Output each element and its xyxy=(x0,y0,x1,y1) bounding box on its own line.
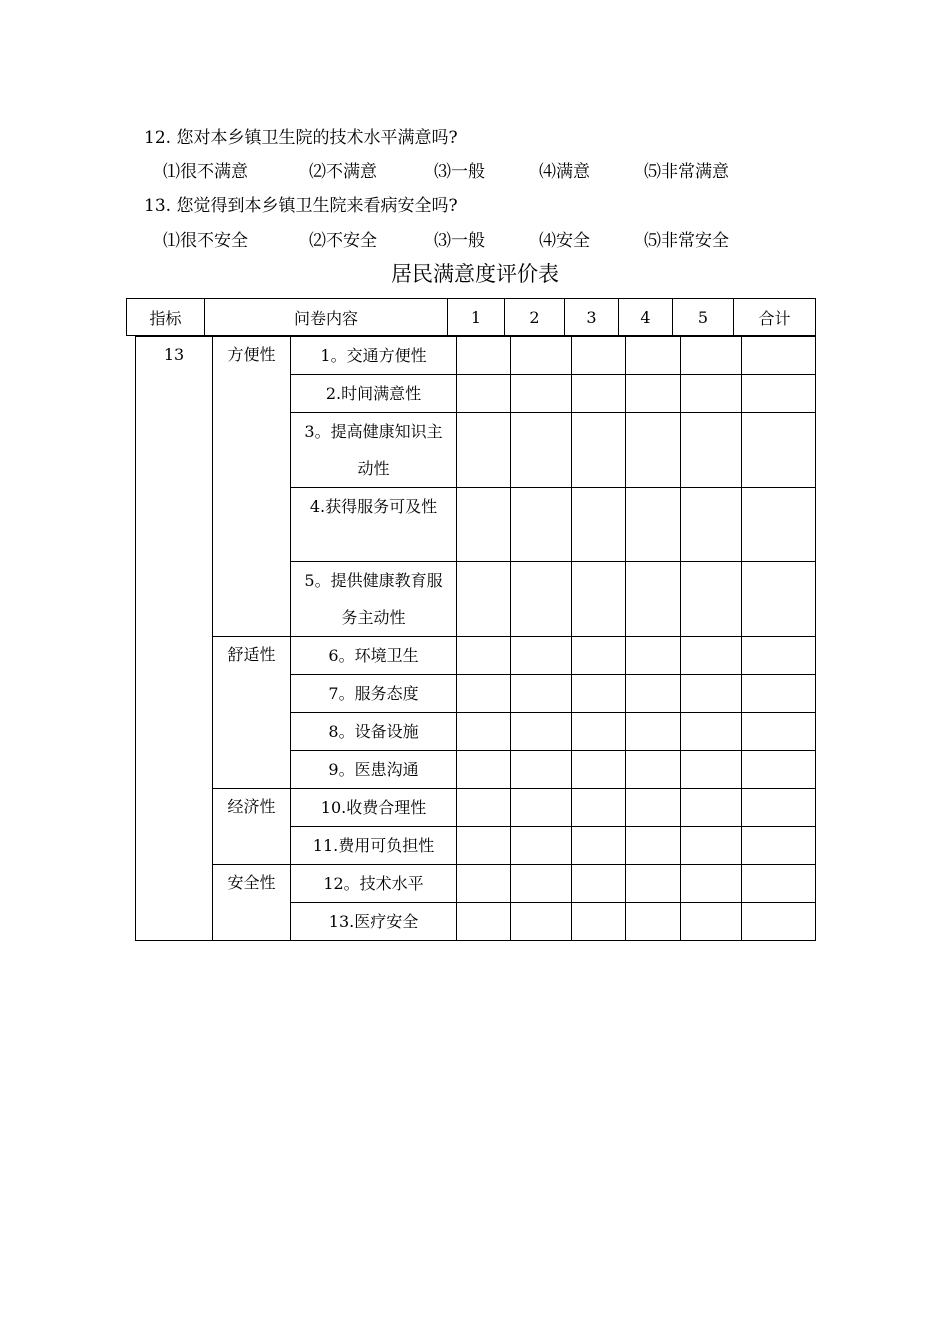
item-label: 5。提供健康教育服务主动性 xyxy=(304,571,443,627)
score-cell[interactable] xyxy=(572,637,626,675)
score-cell[interactable] xyxy=(511,827,572,865)
header-indicator: 指标 xyxy=(127,299,205,336)
score-cell[interactable] xyxy=(511,488,572,562)
score-cell[interactable] xyxy=(626,827,681,865)
item-cell xyxy=(291,713,457,751)
score-cell[interactable] xyxy=(626,675,681,713)
total-cell[interactable] xyxy=(742,865,816,903)
item-cell xyxy=(291,675,457,713)
header-score-4: 4 xyxy=(619,299,673,336)
item-label: 1。交通方便性 xyxy=(320,346,427,365)
q12-option-3: ⑶一般 xyxy=(434,162,485,182)
score-cell[interactable] xyxy=(626,488,681,562)
score-cell[interactable] xyxy=(572,789,626,827)
score-cell[interactable] xyxy=(511,903,572,941)
item-cell xyxy=(291,865,457,903)
item-label: 8。设备设施 xyxy=(328,722,419,741)
score-cell[interactable] xyxy=(511,865,572,903)
item-label: 10.收费合理性 xyxy=(320,798,427,817)
q13-option-2: ⑵不安全 xyxy=(309,231,377,251)
score-cell[interactable] xyxy=(457,903,511,941)
header-total: 合计 xyxy=(734,299,816,336)
score-cell[interactable] xyxy=(572,337,626,375)
item-cell xyxy=(291,337,457,375)
table-title: 居民满意度评价表 xyxy=(391,262,559,286)
score-cell[interactable] xyxy=(457,865,511,903)
category-cell: 方便性 xyxy=(213,337,291,637)
score-cell[interactable] xyxy=(681,675,742,713)
item-label: 4.获得服务可及性 xyxy=(309,497,438,516)
score-cell[interactable] xyxy=(457,337,511,375)
total-cell[interactable] xyxy=(742,751,816,789)
total-cell[interactable] xyxy=(742,903,816,941)
score-cell[interactable] xyxy=(626,637,681,675)
score-cell[interactable] xyxy=(457,413,511,488)
header-table xyxy=(126,298,816,336)
score-cell[interactable] xyxy=(511,675,572,713)
table-row xyxy=(136,337,816,375)
item-cell xyxy=(291,903,457,941)
score-cell[interactable] xyxy=(626,751,681,789)
score-cell[interactable] xyxy=(572,827,626,865)
header-score-1: 1 xyxy=(448,299,505,336)
score-cell[interactable] xyxy=(681,637,742,675)
score-cell[interactable] xyxy=(511,337,572,375)
score-cell[interactable] xyxy=(511,751,572,789)
score-cell[interactable] xyxy=(626,903,681,941)
score-cell[interactable] xyxy=(681,375,742,413)
score-cell[interactable] xyxy=(457,789,511,827)
q13-option-3: ⑶一般 xyxy=(434,231,485,251)
score-cell[interactable] xyxy=(511,375,572,413)
score-cell[interactable] xyxy=(681,751,742,789)
score-cell[interactable] xyxy=(572,488,626,562)
score-cell[interactable] xyxy=(681,713,742,751)
score-cell[interactable] xyxy=(626,562,681,637)
table-row xyxy=(136,789,816,827)
score-cell[interactable] xyxy=(681,413,742,488)
score-cell[interactable] xyxy=(511,637,572,675)
item-cell xyxy=(291,375,457,413)
score-cell[interactable] xyxy=(511,413,572,488)
score-cell[interactable] xyxy=(681,337,742,375)
item-cell xyxy=(291,562,457,637)
score-cell[interactable] xyxy=(457,713,511,751)
header-score-2: 2 xyxy=(505,299,565,336)
header-score-5: 5 xyxy=(673,299,734,336)
item-label: 13.医疗安全 xyxy=(328,912,419,931)
score-cell[interactable] xyxy=(626,713,681,751)
score-cell[interactable] xyxy=(626,789,681,827)
score-cell[interactable] xyxy=(681,789,742,827)
question-12: 12. 您对本乡镇卫生院的技术水平满意吗? xyxy=(144,128,458,148)
score-cell[interactable] xyxy=(626,413,681,488)
total-cell[interactable] xyxy=(742,713,816,751)
item-label: 2.时间满意性 xyxy=(325,384,422,403)
score-cell[interactable] xyxy=(457,751,511,789)
header-content: 问卷内容 xyxy=(205,299,448,336)
score-cell[interactable] xyxy=(681,903,742,941)
score-cell[interactable] xyxy=(572,375,626,413)
item-cell xyxy=(291,827,457,865)
q13-option-1: ⑴很不安全 xyxy=(163,231,248,251)
score-cell[interactable] xyxy=(572,865,626,903)
score-cell[interactable] xyxy=(457,562,511,637)
score-cell[interactable] xyxy=(457,375,511,413)
table-row xyxy=(136,865,816,903)
q12-option-5: ⑸非常满意 xyxy=(644,162,729,182)
question-13: 13. 您觉得到本乡镇卫生院来看病安全吗? xyxy=(144,196,458,216)
total-cell[interactable] xyxy=(742,413,816,488)
score-cell[interactable] xyxy=(572,713,626,751)
category-cell: 经济性 xyxy=(213,789,291,865)
q12-option-1: ⑴很不满意 xyxy=(163,162,248,182)
total-cell[interactable] xyxy=(742,789,816,827)
item-label: 11.费用可负担性 xyxy=(312,836,435,855)
q12-option-4: ⑷满意 xyxy=(539,162,590,182)
item-label: 9。医患沟通 xyxy=(328,760,419,779)
score-cell[interactable] xyxy=(511,562,572,637)
header-score-3: 3 xyxy=(565,299,619,336)
q12-option-2: ⑵不满意 xyxy=(309,162,377,182)
category-cell: 安全性 xyxy=(213,865,291,941)
score-cell[interactable] xyxy=(626,337,681,375)
score-cell[interactable] xyxy=(681,865,742,903)
score-cell[interactable] xyxy=(572,562,626,637)
total-cell[interactable] xyxy=(742,375,816,413)
total-cell[interactable] xyxy=(742,562,816,637)
item-cell xyxy=(291,751,457,789)
score-cell[interactable] xyxy=(681,488,742,562)
score-cell[interactable] xyxy=(681,827,742,865)
score-cell[interactable] xyxy=(457,488,511,562)
total-cell[interactable] xyxy=(742,827,816,865)
q13-option-4: ⑷安全 xyxy=(539,231,590,251)
index-cell: 13 xyxy=(136,337,213,941)
score-cell[interactable] xyxy=(511,713,572,751)
q13-option-5: ⑸非常安全 xyxy=(644,231,729,251)
item-label: 12。技术水平 xyxy=(323,874,424,893)
score-cell[interactable] xyxy=(626,865,681,903)
header-row xyxy=(127,299,816,336)
item-cell xyxy=(291,637,457,675)
score-cell[interactable] xyxy=(457,827,511,865)
total-cell[interactable] xyxy=(742,488,816,562)
item-label: 6。环境卫生 xyxy=(328,646,419,665)
score-cell[interactable] xyxy=(681,562,742,637)
category-cell: 舒适性 xyxy=(213,637,291,789)
total-cell[interactable] xyxy=(742,337,816,375)
score-cell[interactable] xyxy=(572,413,626,488)
total-cell[interactable] xyxy=(742,675,816,713)
score-cell[interactable] xyxy=(626,375,681,413)
score-cell[interactable] xyxy=(572,751,626,789)
score-cell[interactable] xyxy=(457,675,511,713)
score-cell[interactable] xyxy=(511,789,572,827)
item-cell xyxy=(291,413,457,488)
item-label: 7。服务态度 xyxy=(328,684,419,703)
score-cell[interactable] xyxy=(572,675,626,713)
table-row xyxy=(136,637,816,675)
score-cell[interactable] xyxy=(457,637,511,675)
score-cell[interactable] xyxy=(572,903,626,941)
total-cell[interactable] xyxy=(742,637,816,675)
item-label: 3。提高健康知识主动性 xyxy=(304,422,443,478)
evaluation-table xyxy=(135,336,816,941)
item-cell xyxy=(291,789,457,827)
item-cell xyxy=(291,488,457,562)
